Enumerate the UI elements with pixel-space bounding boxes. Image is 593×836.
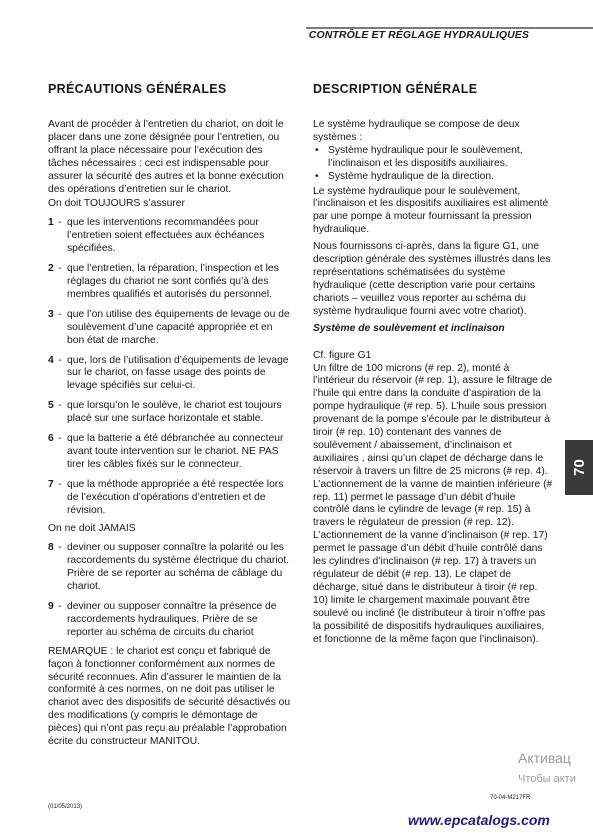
intro-paragraph: Avant de procéder à l’entretien du chariot, on doit le placer dans une zone désignée pour l’entretien, ou offrant la place nécessaire pour l’exécution des tâches nécessaires : ceci est indispensable pour assurer la sécurité des autres et la bonne exécution des opérations d’entretien sur le chariot. [48,119,284,195]
list-item [48,542,291,594]
item-number: 6 [48,433,54,445]
figure-paragraph: Nous fournissons ci-après, dans la figure G1, une description générale des systèmes illustrés dans les représentations schématisées du système hydraulique (cette description varie pour certains chariots – veuillez vous reporter au schéma du système hydraulique fourni avec votre chariot). [313,241,551,317]
doc-date: (01/05/2013) [48,804,83,810]
item-number: 9 [48,601,54,612]
systems-list [313,145,553,184]
dash-icon: - [58,400,62,412]
site-watermark: www.epcatalogs.com [408,812,550,828]
dash-icon: - [58,542,62,554]
figure-reference: Cf. figure G1 [313,349,372,361]
dash-icon: - [58,433,62,445]
item-number: 5 [48,400,54,412]
remarque-paragraph: REMARQUE : le chariot est conçu et fabriqué de façon à fonctionner conformément aux normes de sécurité reconnues. Afin d’assurer le maintien de la conformité à ces normes, on ne doit pas utiliser le chariot avec des dispositifs de sécurité désactivés ou des modifications (y compris le démontage de pièces) qui n’ont pas reçu au préalable l’approbation écrite du constructeur MANITOU. [48,645,291,748]
list-item-text: Système hydraulique pour le soulèvement, l’inclinaison et les dispositifs auxiliaires. [328,144,523,169]
section-tab [565,440,593,495]
item-number: 8 [48,542,54,554]
item-text: que l’on utilise des équipements de levage ou de soulèvement d’une capacité appropriée et en bon état de marche. [67,308,290,346]
left-column [48,82,291,749]
list-item [48,309,291,348]
item-number: 4 [48,354,54,366]
list-item [48,355,291,394]
dash-icon: - [58,478,62,490]
dash-icon: - [58,354,62,366]
item-text: que les interventions recommandées pour l’entretien soient effectuées aux échéances spécifiées. [67,217,265,255]
list-item-text: Système hydraulique de la direction. [328,170,494,182]
item-text: que l’entretien, la réparation, l’inspection et les réglages du chariot ne sont confiés qu’à des membres qualifiés et autorisés du personnel. [67,263,279,300]
list-item [48,400,291,426]
list-item [48,263,291,302]
list-item [48,479,291,518]
bullet-icon: • [315,144,319,156]
doc-code: 70-04-M217FR [490,795,531,801]
toujours-list [48,217,291,517]
left-heading: PRÉCAUTIONS GÉNÉRALES [48,82,227,96]
activation-watermark-line1: Активац [518,750,571,766]
jamais-label: On ne doit JAMAIS [48,523,136,535]
item-text: que la batterie a été débranchée au connecteur avant toute intervention sur le chariot. NE PAS tirer les câbles fixés sur le connecteur. [67,433,284,470]
toujours-label: On doit TOUJOURS s’assurer [48,198,185,210]
item-number: 3 [48,308,54,320]
subheading: Système de soulèvement et inclinaison [313,322,505,334]
body-paragraph: Un filtre de 100 microns (# rep. 2), monté à l’intérieur du réservoir (# rep. 1), assure le filtrage de l’huile qui entre dans la conduite d’aspiration de la pompe hydraulique (# rep. 5). L’huile sous pression provenant de la pompe s’écoule par le distributeur à tiroir (# rep. 10) contenant des vannes de soulèvement / abaissement, d’inclinaison et auxiliaires , ainsi qu’un clapet de décharge dans le réservoir à travers un filtre de 25 microns (# rep. 4). L’actionnement de la vanne de maintien inférieure (# rep. 11) permet le passage d’un débit d’huile contrôlé dans le cylindre de levage (# rep. 15) à travers le régulateur de pression (# rep. 12). L’actionnement de la vanne d’inclinaison (# rep. 17) permet le passage d’un débit d’huile contrôlé dans les cylindres d’inclinaison (# rep. 17) à travers un régulateur de débit (# rep. 13). Le clapet de décharge, situé dans le distributeur à tiroir (# rep. 10) limite le chargement maximale pouvant être soulevé ou incliné (le distributeur à tiroir n’offre pas la possibilité de dispositifs hydrauliques auxiliaires, et fonctionne de la même façon que l’inclinaison). [313,362,553,645]
section-tab-label: 70 [570,459,588,476]
bullet-icon: • [315,170,319,182]
dash-icon: - [58,601,62,612]
systems-intro: Le système hydraulique se compose de deux systèmes : [313,119,520,143]
dash-icon: - [58,217,62,229]
list-item [48,217,291,256]
item-text: que la méthode appropriée a été respectée lors de l’exécution d’opérations d’entretien et de révision. [67,478,284,516]
list-item [313,171,553,184]
item-text: deviner ou supposer connaître la polarité ou les raccordements du système électrique du chariot. Prière de se reporter au schéma de câblage du chariot. [67,542,290,593]
jamais-list [48,542,291,639]
item-text: que, lors de l’utilisation d’équipements de levage sur le chariot, on fasse usage des points de levage spécifiés sur celui-ci. [67,354,289,392]
item-number: 2 [48,263,54,275]
activation-watermark-line2: Чтобы акти [518,773,576,785]
item-number: 1 [48,217,54,229]
pump-paragraph: Le système hydraulique pour le soulèvement, l’inclinaison et les dispositifs auxiliaires est alimenté par une pompe à moteur fournissant la pression hydraulique. [313,185,549,236]
right-column [313,82,553,646]
item-number: 7 [48,478,54,490]
dash-icon: - [58,308,62,320]
page-header-title: CONTRÔLE ET RÉGLAGE HYDRAULIQUES [308,29,529,41]
list-item [313,145,553,171]
right-heading: DESCRIPTION GÉNÉRALE [313,82,478,96]
dash-icon: - [58,263,62,275]
list-item [48,433,291,472]
item-text: deviner ou supposer connaître la présence de raccordements hydrauliques. Prière de se reporter au schéma de circuits du chariot [67,601,277,638]
item-text: que lorsqu’on le soulève, le chariot est toujours placé sur une surface horizontale et stable. [67,400,282,425]
list-item [48,601,291,640]
